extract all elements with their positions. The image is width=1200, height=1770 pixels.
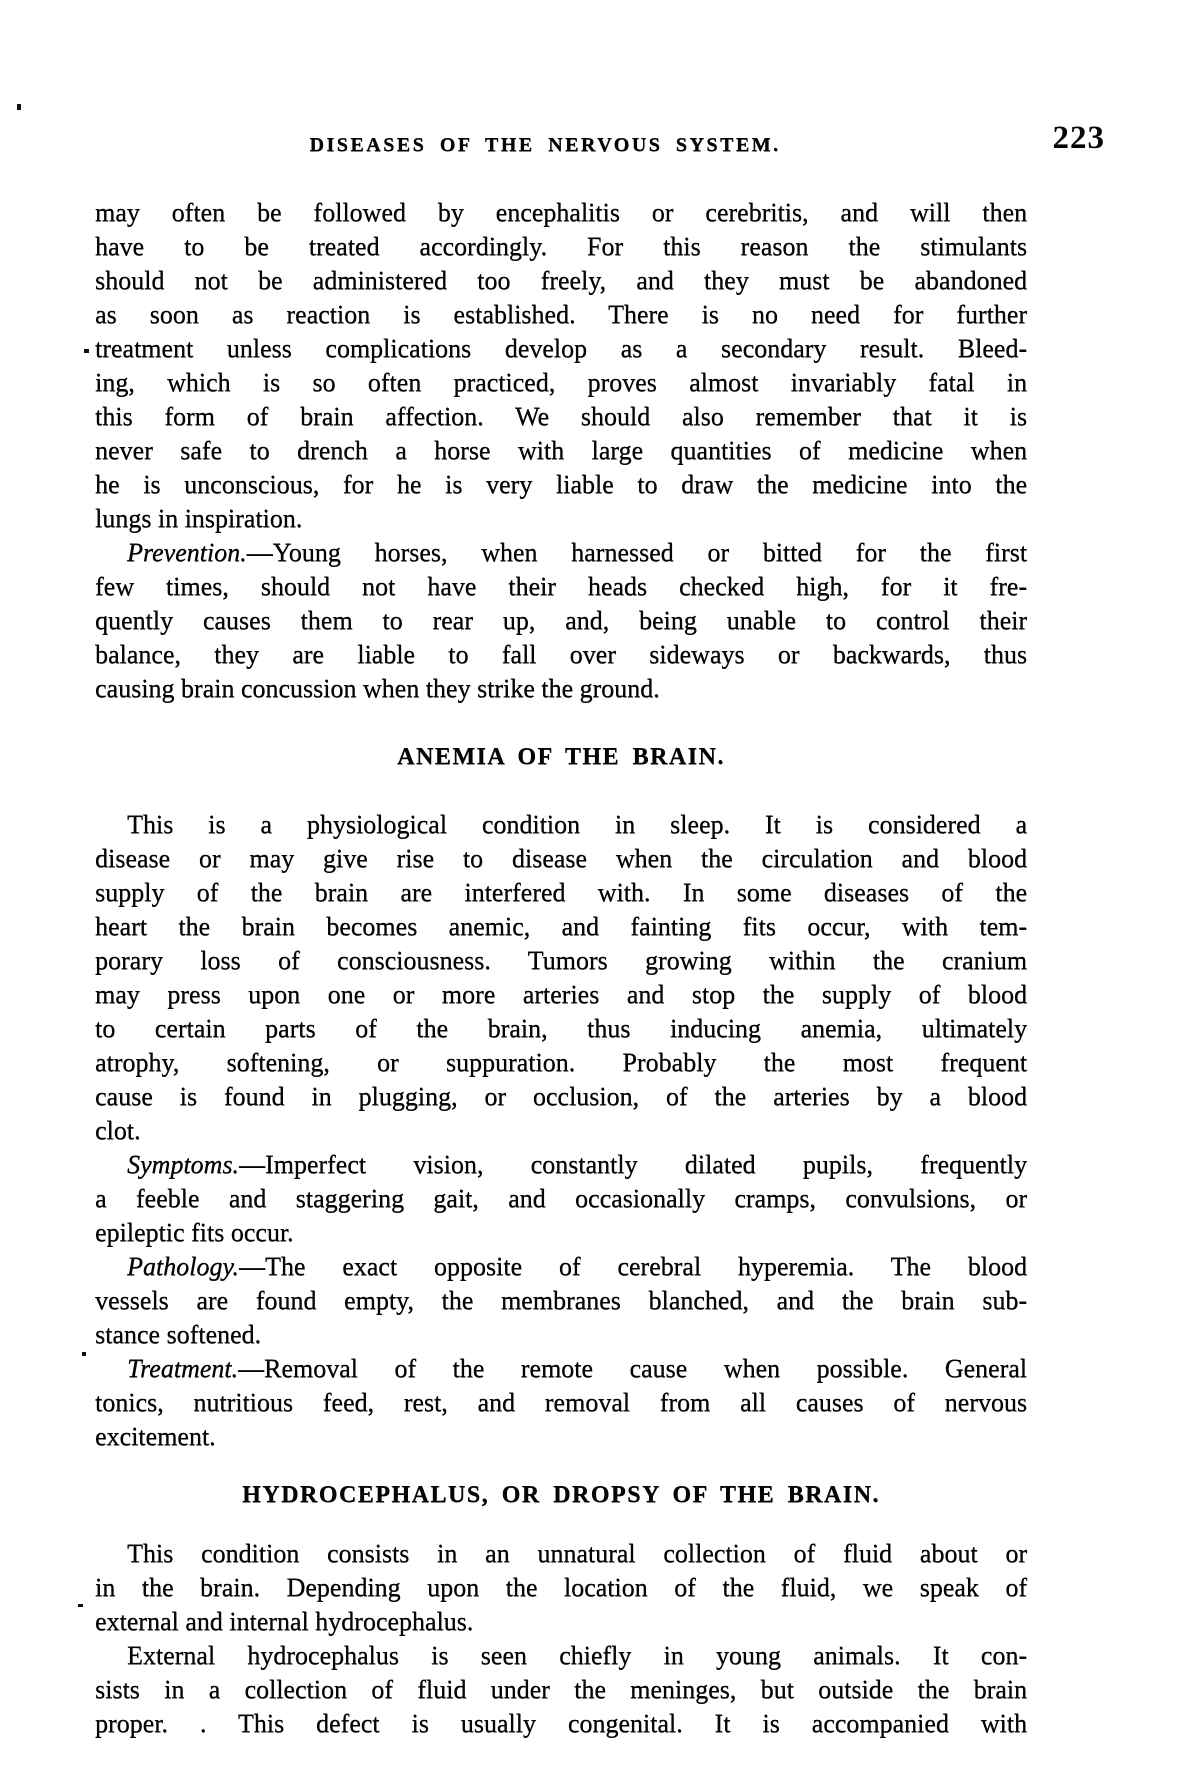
text-line: cause is found in plugging, or occlusion, of the arteries by a blood — [95, 1082, 1027, 1111]
text-line: have to be treated accordingly. For this reason the stimulants — [95, 232, 1027, 261]
section-heading-anemia: ANEMIA OF THE BRAIN. — [397, 744, 725, 770]
text-line: to certain parts of the brain, thus inducing anemia, ultimately — [95, 1014, 1027, 1043]
scan-speck — [78, 1604, 83, 1607]
section-heading-hydrocephalus: HYDROCEPHALUS, OR DROPSY OF THE BRAIN. — [242, 1482, 880, 1508]
text-line: This condition consists in an unnatural collection of fluid about or — [127, 1539, 1027, 1568]
text-line: he is unconscious, for he is very liable to draw the medicine into the — [95, 470, 1027, 499]
text-line: vessels are found empty, the membranes blanched, and the brain sub- — [95, 1286, 1027, 1315]
paragraph-continuation — [95, 196, 1027, 536]
text-line: quently causes them to rear up, and, being unable to control their — [95, 606, 1027, 635]
text-line: external and internal hydrocephalus. — [95, 1607, 474, 1636]
text-line: heart the brain becomes anemic, and fainting fits occur, with tem- — [95, 912, 1027, 941]
text-line: disease or may give rise to disease when the circulation and blood — [95, 844, 1027, 873]
paragraph-external-hydrocephalus — [95, 1639, 1027, 1741]
paragraph-symptoms — [95, 1148, 1027, 1250]
text-line: Symptoms.—Imperfect vision, constantly dilated pupils, frequently — [127, 1150, 1027, 1179]
text-line: may press upon one or more arteries and stop the supply of blood — [95, 980, 1027, 1009]
paragraph-prevention — [95, 536, 1027, 706]
text-line: supply of the brain are interfered with. In some diseases of the — [95, 878, 1027, 907]
text-line: may often be followed by encephalitis or cerebritis, and will then — [95, 198, 1027, 227]
text-line: tonics, nutritious feed, rest, and removal from all causes of nervous — [95, 1388, 1027, 1417]
text-line: External hydrocephalus is seen chiefly in young animals. It con- — [127, 1641, 1027, 1670]
scan-speck — [84, 349, 89, 353]
text-line: Pathology.—The exact opposite of cerebral hyperemia. The blood — [127, 1252, 1027, 1281]
text-line: proper. . This defect is usually congenital. It is accompanied with — [95, 1709, 1027, 1738]
text-line: a feeble and staggering gait, and occasionally cramps, convulsions, or — [95, 1184, 1027, 1213]
text-line: Prevention.—Young horses, when harnessed or bitted for the first — [127, 538, 1027, 567]
text-line: never safe to drench a horse with large quantities of medicine when — [95, 436, 1027, 465]
page-header — [95, 120, 1105, 162]
text-line: as soon as reaction is established. There is no need for further — [95, 300, 1027, 329]
text-line: few times, should not have their heads checked high, for it fre- — [95, 572, 1027, 601]
scan-speck — [82, 1352, 86, 1356]
running-title: DISEASES OF THE NERVOUS SYSTEM. — [309, 134, 781, 156]
italic-lead: Prevention. — [127, 538, 247, 567]
text-line: sists in a collection of fluid under the meninges, but outside the brain — [95, 1675, 1027, 1704]
page-body — [95, 196, 1027, 1741]
text-line: in the brain. Depending upon the location of the fluid, we speak of — [95, 1573, 1027, 1602]
text-line: porary loss of consciousness. Tumors growing within the cranium — [95, 946, 1027, 975]
text-line: excitement. — [95, 1422, 216, 1451]
text-line: clot. — [95, 1116, 141, 1145]
text-line: should not be administered too freely, and they must be abandoned — [95, 266, 1027, 295]
italic-lead: Treatment. — [127, 1354, 238, 1383]
scan-speck — [17, 104, 21, 110]
paragraph-pathology — [95, 1250, 1027, 1352]
page-number: 223 — [1052, 120, 1105, 156]
text-line: this form of brain affection. We should also remember that it is — [95, 402, 1027, 431]
text-line: This is a physiological condition in sleep. It is considered a — [127, 810, 1027, 839]
paragraph-hydrocephalus-intro — [95, 1537, 1027, 1639]
text-line: ing, which is so often practiced, proves almost invariably fatal in — [95, 368, 1027, 397]
text-line: stance softened. — [95, 1320, 262, 1349]
paragraph-treatment — [95, 1352, 1027, 1454]
text-line: causing brain concussion when they strike the ground. — [95, 674, 660, 703]
italic-lead: Pathology. — [127, 1252, 239, 1281]
text-line: atrophy, softening, or suppuration. Probably the most frequent — [95, 1048, 1027, 1077]
italic-lead: Symptoms. — [127, 1150, 239, 1179]
text-line: treatment unless complications develop as a secondary result. Bleed- — [95, 334, 1027, 363]
text-line: lungs in inspiration. — [95, 504, 303, 533]
text-line: balance, they are liable to fall over sideways or backwards, thus — [95, 640, 1027, 669]
text-line: Treatment.—Removal of the remote cause when possible. General — [127, 1354, 1027, 1383]
paragraph-anemia-intro — [95, 808, 1027, 1148]
text-line: epileptic fits occur. — [95, 1218, 294, 1247]
